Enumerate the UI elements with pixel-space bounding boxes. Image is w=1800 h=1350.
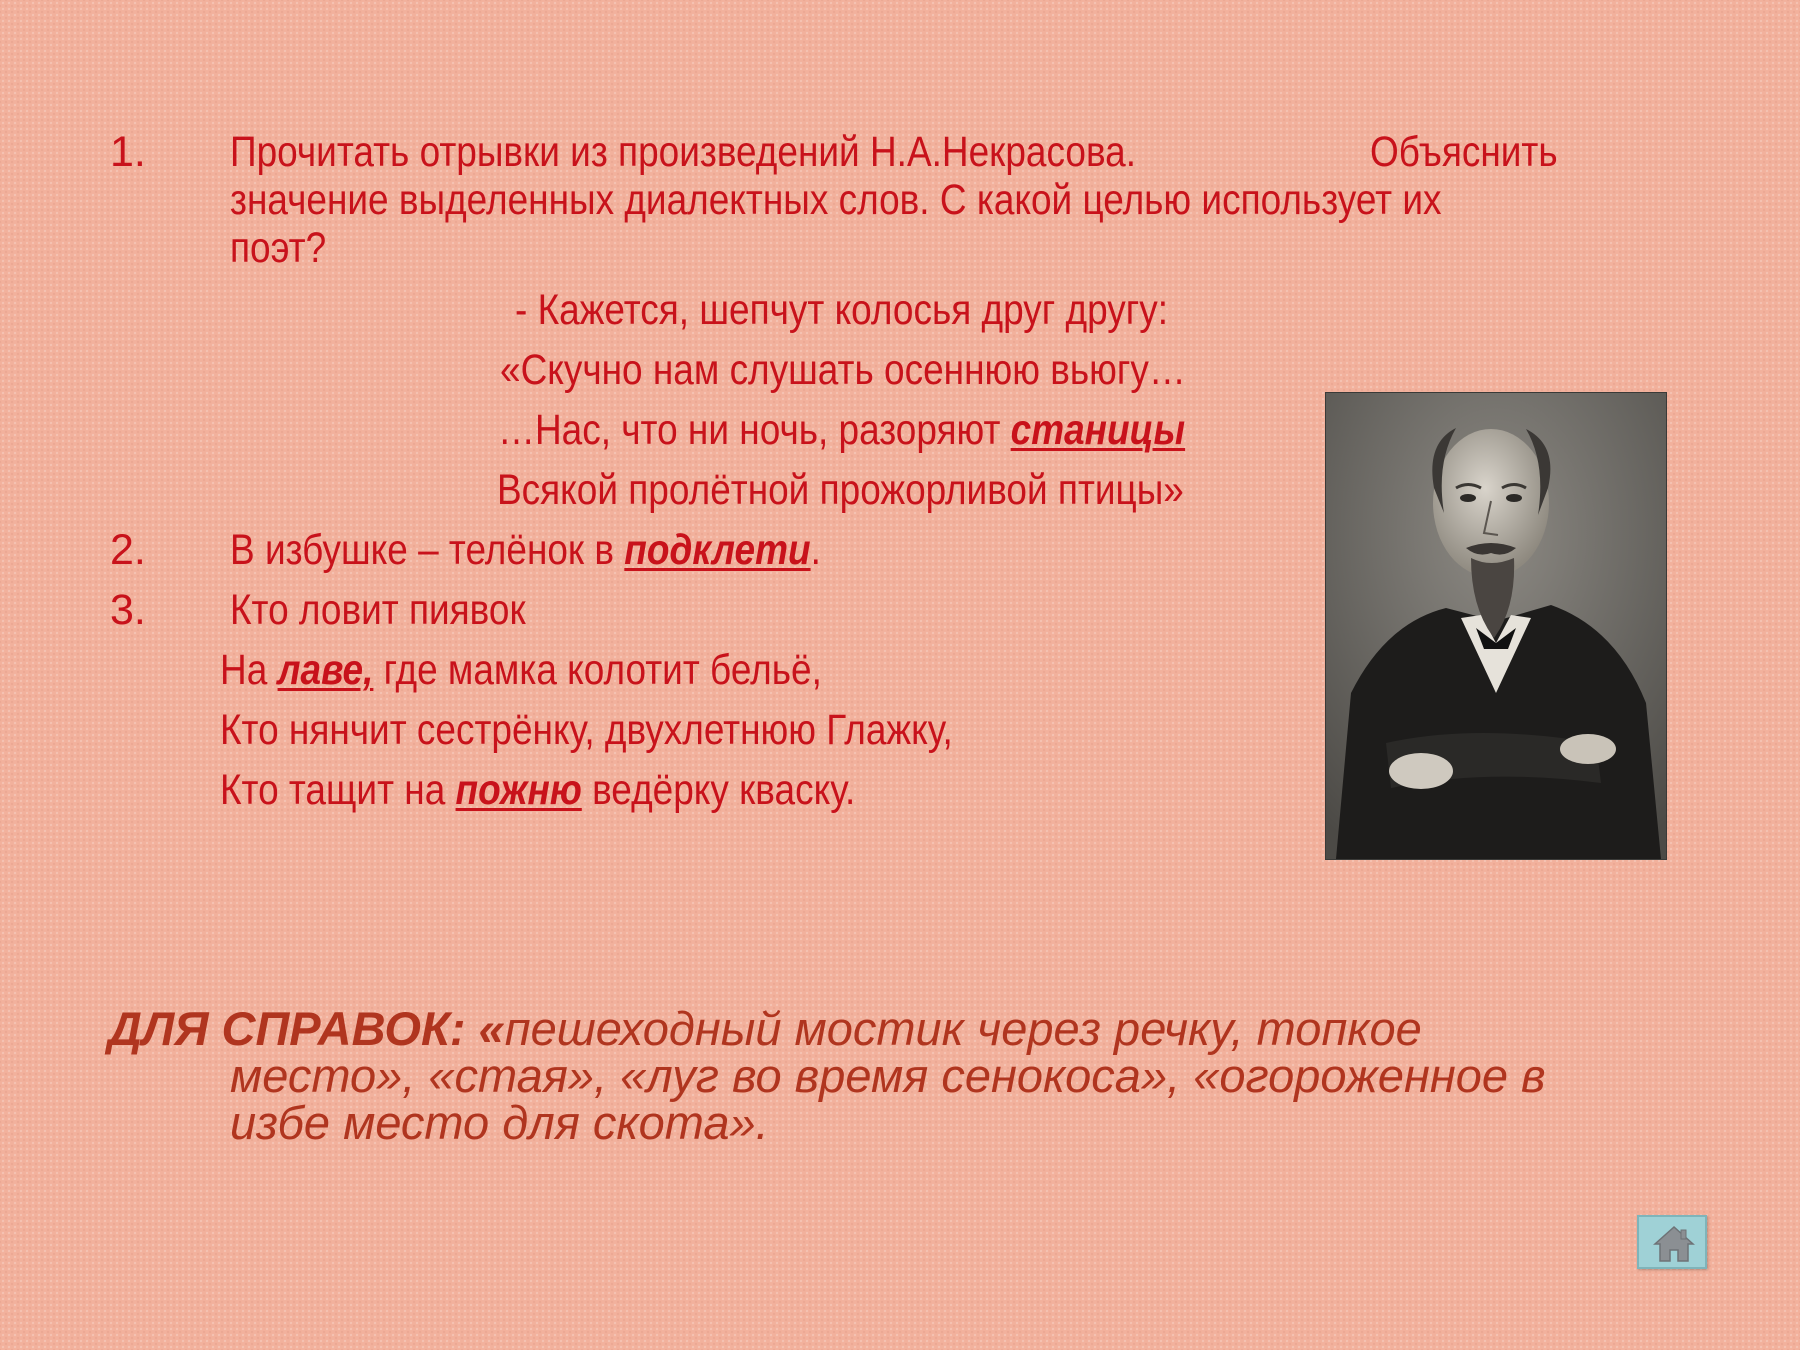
reference-line2: место», «стая», «луг во время сенокоса», «огороженное в xyxy=(230,1049,1546,1102)
poem1-line1: - Кажется, шепчут колосья друг другу: xyxy=(515,286,1169,334)
task2-text: В избушке – телёнок в xyxy=(230,526,625,574)
highlight-word-lave: лаве, xyxy=(277,646,374,694)
task1-line2: значение выделенных диалектных слов. С какой целью использует их xyxy=(230,176,1442,224)
task3-line4-pre: Кто тащит на xyxy=(220,766,456,814)
home-icon xyxy=(1653,1224,1695,1264)
highlight-word-stanitsy: станицы xyxy=(1010,406,1186,454)
task1-number: 1. xyxy=(110,128,146,176)
task3-line2 xyxy=(220,646,822,694)
task2-end: . xyxy=(810,526,821,574)
task3-number: 3. xyxy=(110,586,146,634)
reference-label: ДЛЯ СПРАВОК: « xyxy=(108,1002,505,1055)
task3-line2-post: где мамка колотит бельё, xyxy=(373,646,822,694)
reference-line1 xyxy=(108,1002,1422,1055)
task1-line3: поэт? xyxy=(230,224,327,272)
poem1-line4: Всякой пролётной прожорливой птицы» xyxy=(497,466,1184,514)
highlight-word-pozhnyu: пожню xyxy=(455,766,582,814)
portrait-image xyxy=(1326,393,1666,859)
task3-line3: Кто нянчит сестрёнку, двухлетнюю Глажку, xyxy=(220,706,953,754)
poem1-line3-text: …Нас, что ни ночь, разоряют xyxy=(498,406,1011,454)
task3-line2-pre: На xyxy=(220,646,278,694)
portrait-photo xyxy=(1325,392,1667,860)
task2-line xyxy=(230,526,821,574)
home-button[interactable] xyxy=(1637,1215,1707,1269)
task2-number: 2. xyxy=(110,526,146,574)
reference-line3: избе место для скота». xyxy=(230,1096,769,1149)
poem1-line3 xyxy=(498,406,1185,454)
task1-line1a: Прочитать отрывки из произведений Н.А.Некрасова. xyxy=(230,128,1137,176)
task3-line1: Кто ловит пиявок xyxy=(230,586,526,634)
task3-line4 xyxy=(220,766,855,814)
reference-text1: пешеходный мостик через речку, топкое xyxy=(504,1002,1422,1055)
task3-line4-post: ведёрку кваску. xyxy=(581,766,856,814)
poem1-line2: «Скучно нам слушать осеннюю вьюгу… xyxy=(500,346,1186,394)
highlight-word-podkleti: подклети xyxy=(624,526,811,574)
task1-line1b: Объяснить xyxy=(1370,128,1558,176)
